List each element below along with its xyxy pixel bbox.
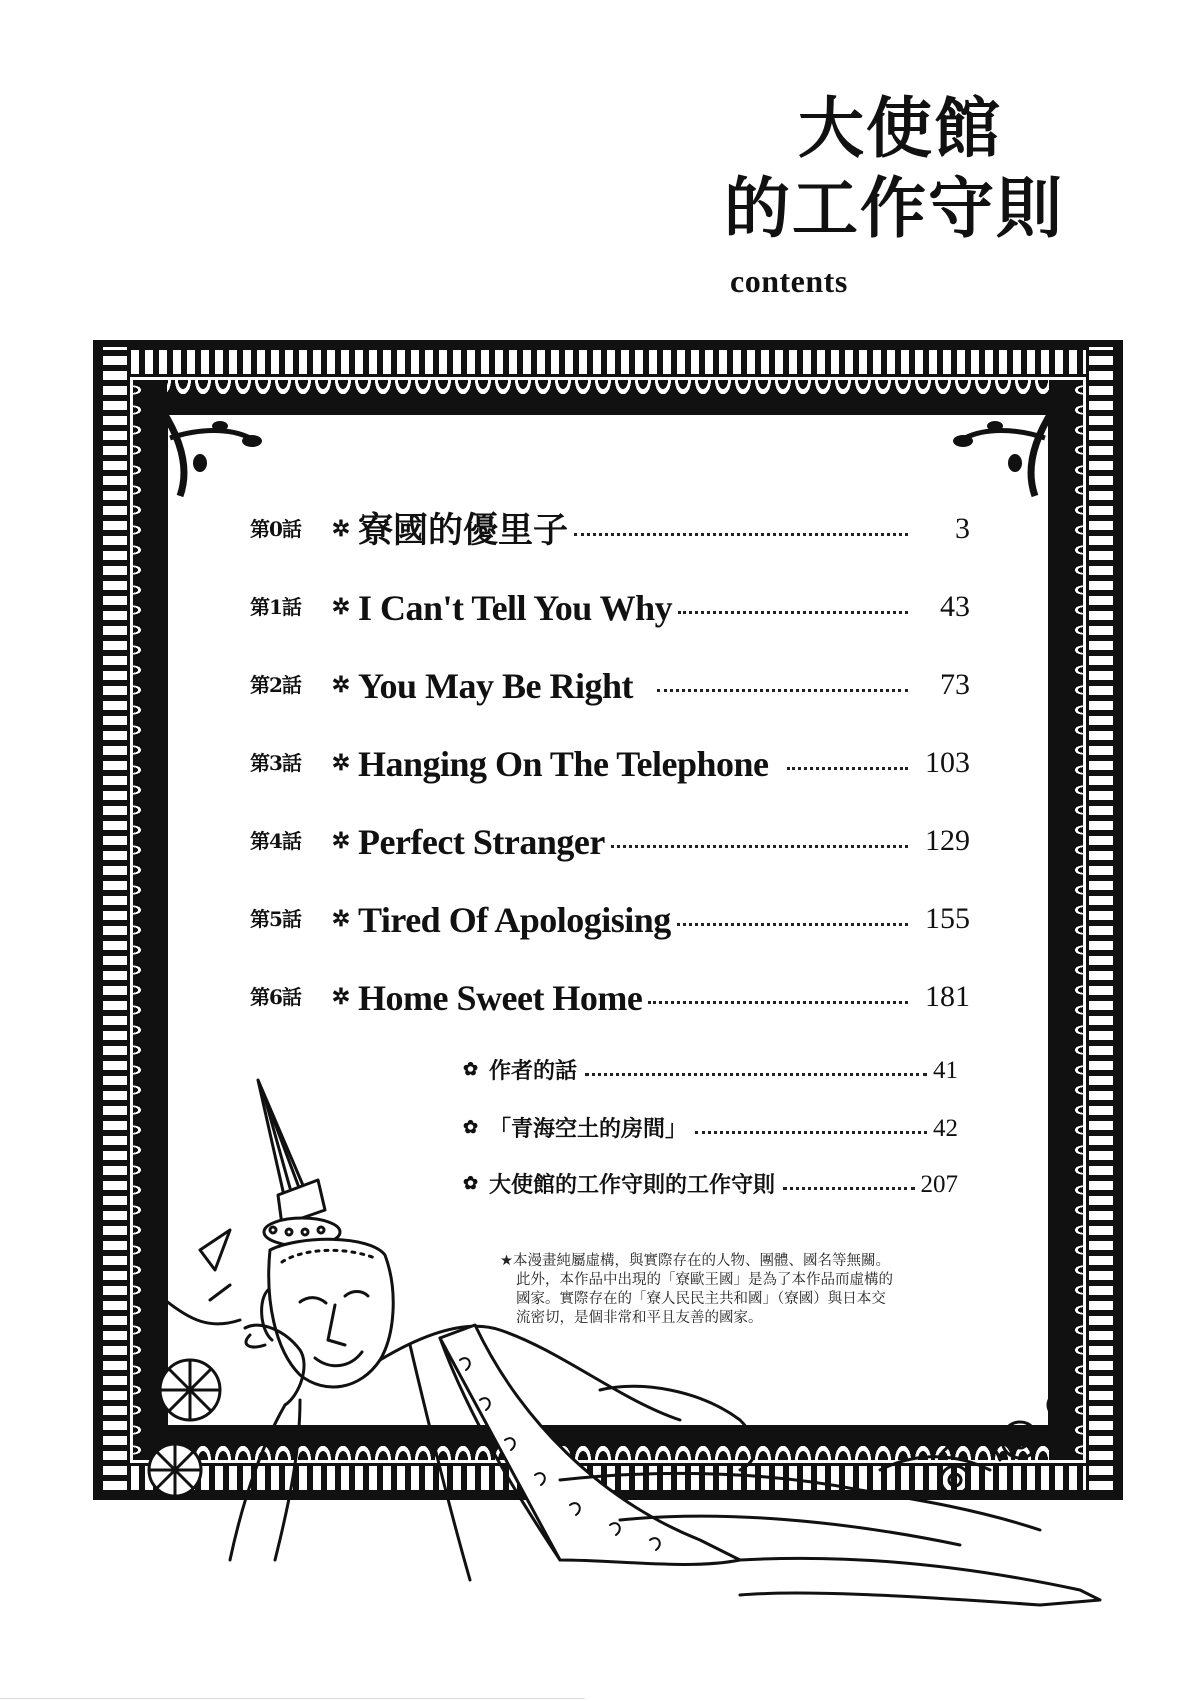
chapter-number: 第0話 xyxy=(250,517,301,541)
page-number: 155 xyxy=(925,902,970,935)
page-number: 3 xyxy=(955,512,970,545)
page-number: 129 xyxy=(925,824,970,857)
flower-icon: ✿ xyxy=(463,1173,479,1194)
flower-cluster-left-icon xyxy=(149,1230,240,1496)
chapter-number: 第5話 xyxy=(250,907,301,931)
chapter-number: 第1話 xyxy=(250,595,301,619)
flower-icon: ✿ xyxy=(463,1059,479,1080)
disclaimer-line: 此外，本作品中出現的「寮歐王國」是為了本作品而虛構的 xyxy=(516,1272,893,1288)
disclaimer-line: 國家。實際存在的「寮人民民主共和國」（寮國）與日本交 xyxy=(516,1291,886,1307)
asterisk-flower-icon: ✲ xyxy=(331,984,351,1010)
chapter-number: 第3話 xyxy=(250,751,301,775)
asterisk-flower-icon: ✲ xyxy=(331,828,351,854)
page-number: 181 xyxy=(925,980,970,1013)
disclaimer-line: 流密切，是個非常和平且友善的國家。 xyxy=(516,1310,763,1326)
chapter-title: Hanging On The Telephone xyxy=(358,744,769,784)
extra-title: 「青海空土的房間」 xyxy=(489,1116,688,1142)
chapter-number: 第4話 xyxy=(250,829,301,853)
chapter-title: 寮國的優里子 xyxy=(358,510,569,551)
book-title-line1: 大使館 xyxy=(798,89,1002,167)
extra-title: 大使館的工作守則的工作守則 xyxy=(489,1172,776,1198)
chapter-number: 第6話 xyxy=(250,985,301,1009)
chapter-title: Perfect Stranger xyxy=(358,822,605,862)
asterisk-flower-icon: ✲ xyxy=(331,672,351,698)
chapter-number: 第2話 xyxy=(250,673,301,697)
page-number: 73 xyxy=(940,668,970,701)
page-number: 41 xyxy=(933,1057,958,1084)
flower-icon: ✿ xyxy=(463,1117,479,1138)
contents-heading: contents xyxy=(730,263,848,299)
chapter-title: Home Sweet Home xyxy=(358,978,643,1018)
asterisk-flower-icon: ✲ xyxy=(331,516,351,542)
chapter-title: Tired Of Apologising xyxy=(358,900,671,940)
asterisk-flower-icon: ✲ xyxy=(331,750,351,776)
page-number: 42 xyxy=(933,1115,958,1142)
page-number: 207 xyxy=(920,1171,958,1198)
asterisk-flower-icon: ✲ xyxy=(331,906,351,932)
flower-cluster-right-icon xyxy=(940,1393,1072,1494)
chapter-title: I Can't Tell You Why xyxy=(358,588,673,628)
chapter-title: You May Be Right xyxy=(358,666,634,706)
page-edge-line xyxy=(0,1698,585,1699)
page-number: 103 xyxy=(925,746,970,779)
extra-title: 作者的話 xyxy=(489,1058,578,1084)
disclaimer-line: ★本漫畫純屬虛構，與實際存在的人物、團體、國名等無關。 xyxy=(500,1253,890,1269)
page-number: 43 xyxy=(940,590,970,623)
asterisk-flower-icon: ✲ xyxy=(331,594,351,620)
book-title-line2: 的工作守則 xyxy=(724,169,1064,247)
